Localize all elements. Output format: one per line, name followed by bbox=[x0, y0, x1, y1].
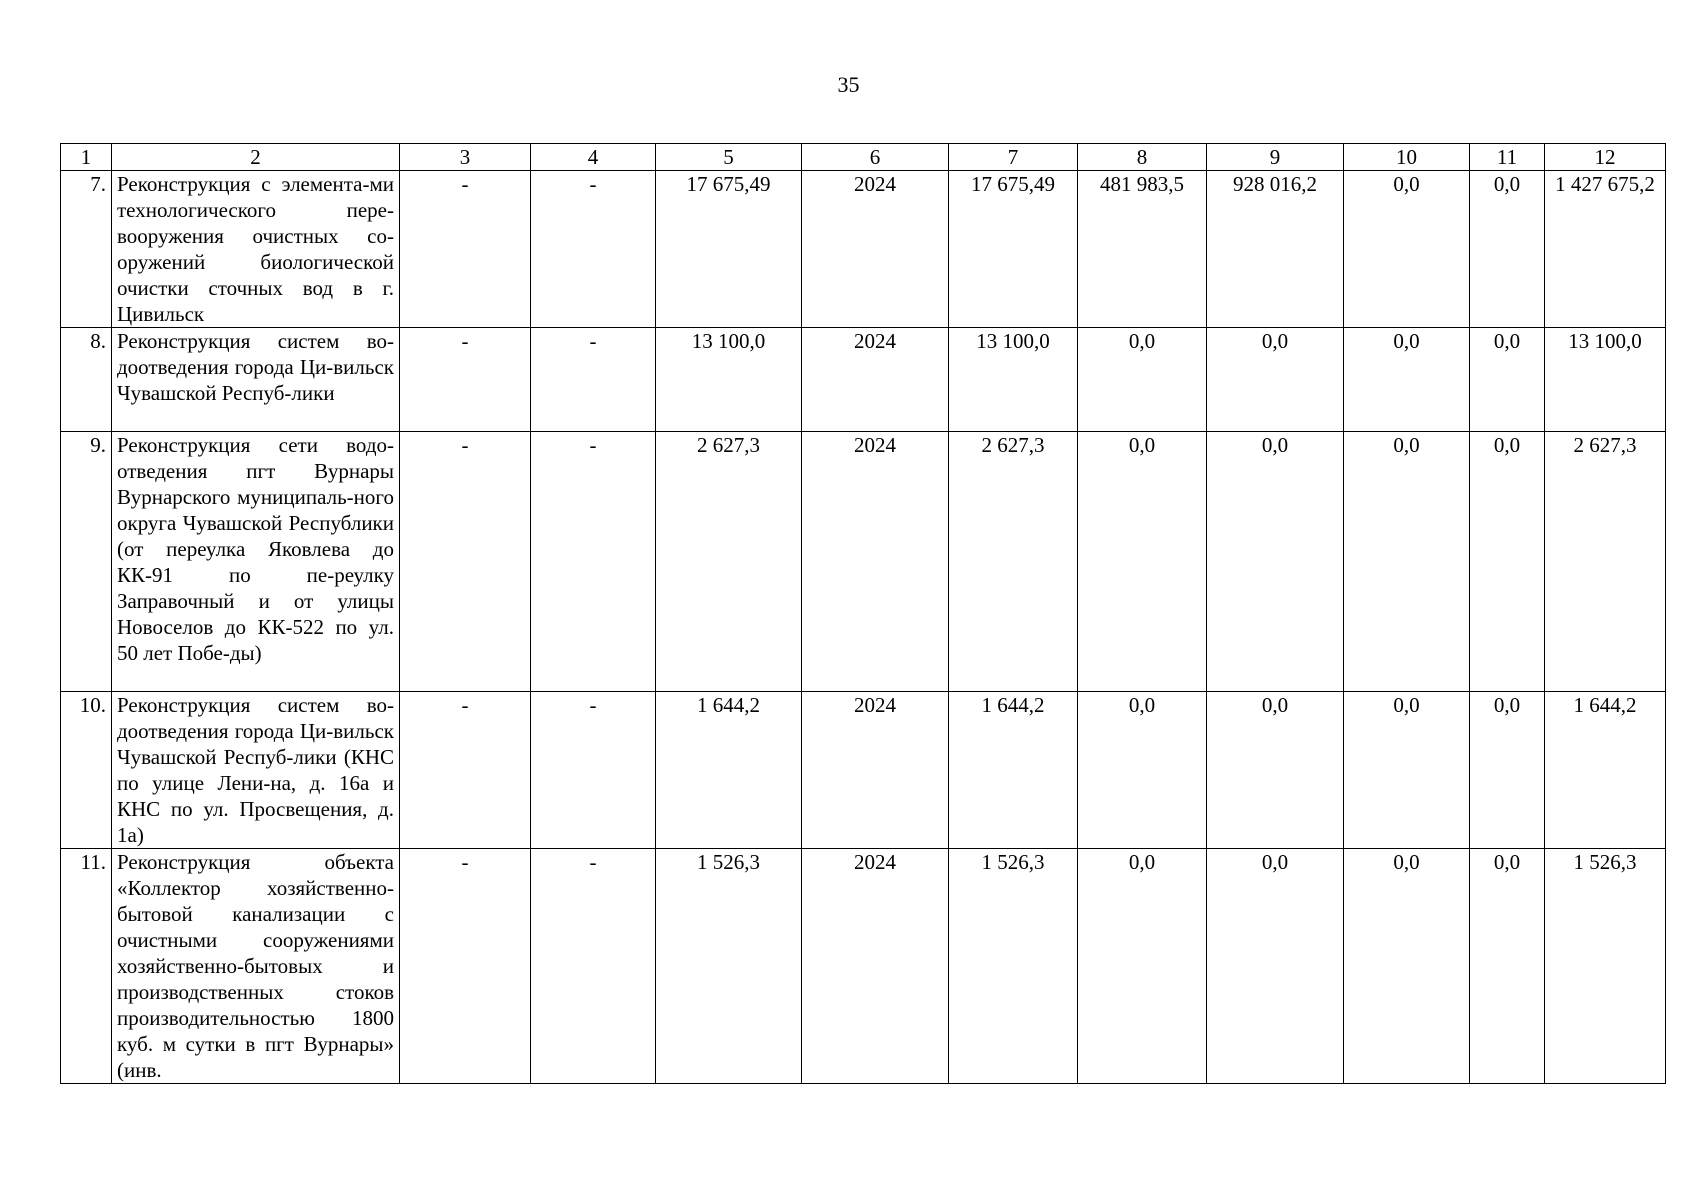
cell-col8: 0,0 bbox=[1078, 432, 1207, 692]
cell-col11: 0,0 bbox=[1470, 171, 1545, 328]
cell-col9: 0,0 bbox=[1207, 692, 1344, 849]
column-header: 4 bbox=[531, 144, 656, 171]
header-row bbox=[61, 144, 1666, 171]
cell-col3: - bbox=[400, 171, 531, 328]
column-header: 12 bbox=[1545, 144, 1666, 171]
row-number: 10. bbox=[61, 692, 112, 849]
cell-col3: - bbox=[400, 692, 531, 849]
column-header: 8 bbox=[1078, 144, 1207, 171]
cell-col6: 2024 bbox=[802, 692, 949, 849]
data-table bbox=[60, 143, 1666, 1084]
row-name: Реконструкция объекта «Коллектор хозяйственно-бытовой канализации с очистными сооружениями хозяйственно-бытовых и производственных стоков производительностью 1800 куб. м сутки в пгт Вурнары» (инв. bbox=[112, 849, 400, 1084]
cell-col9: 0,0 bbox=[1207, 328, 1344, 432]
cell-col12: 1 526,3 bbox=[1545, 849, 1666, 1084]
table-row bbox=[61, 328, 1666, 432]
column-header: 9 bbox=[1207, 144, 1344, 171]
cell-col6: 2024 bbox=[802, 849, 949, 1084]
column-header: 2 bbox=[112, 144, 400, 171]
cell-col5: 2 627,3 bbox=[656, 432, 802, 692]
cell-col9: 0,0 bbox=[1207, 432, 1344, 692]
page-number: 35 bbox=[837, 72, 860, 97]
cell-col11: 0,0 bbox=[1470, 432, 1545, 692]
cell-col4: - bbox=[531, 432, 656, 692]
cell-col8: 481 983,5 bbox=[1078, 171, 1207, 328]
cell-col12: 1 427 675,2 bbox=[1545, 171, 1666, 328]
row-name: Реконструкция систем во-доотведения города Ци-вильск Чувашской Респуб-лики bbox=[112, 328, 400, 432]
row-number: 11. bbox=[61, 849, 112, 1084]
cell-col10: 0,0 bbox=[1344, 328, 1470, 432]
cell-col7: 1 644,2 bbox=[949, 692, 1078, 849]
column-header: 6 bbox=[802, 144, 949, 171]
cell-col4: - bbox=[531, 692, 656, 849]
column-header: 3 bbox=[400, 144, 531, 171]
cell-col7: 1 526,3 bbox=[949, 849, 1078, 1084]
cell-col11: 0,0 bbox=[1470, 692, 1545, 849]
cell-col5: 1 526,3 bbox=[656, 849, 802, 1084]
cell-col9: 0,0 bbox=[1207, 849, 1344, 1084]
cell-col4: - bbox=[531, 849, 656, 1084]
cell-col4: - bbox=[531, 171, 656, 328]
table-row bbox=[61, 692, 1666, 849]
cell-col10: 0,0 bbox=[1344, 432, 1470, 692]
cell-col8: 0,0 bbox=[1078, 328, 1207, 432]
column-header: 1 bbox=[61, 144, 112, 171]
cell-col10: 0,0 bbox=[1344, 171, 1470, 328]
cell-col7: 2 627,3 bbox=[949, 432, 1078, 692]
cell-col7: 13 100,0 bbox=[949, 328, 1078, 432]
cell-col3: - bbox=[400, 432, 531, 692]
cell-col6: 2024 bbox=[802, 171, 949, 328]
cell-col8: 0,0 bbox=[1078, 692, 1207, 849]
cell-col5: 17 675,49 bbox=[656, 171, 802, 328]
cell-col10: 0,0 bbox=[1344, 849, 1470, 1084]
cell-col12: 13 100,0 bbox=[1545, 328, 1666, 432]
cell-col3: - bbox=[400, 849, 531, 1084]
column-header: 7 bbox=[949, 144, 1078, 171]
cell-col5: 1 644,2 bbox=[656, 692, 802, 849]
row-name: Реконструкция с элемента-ми технологического пере-вооружения очистных со-оружений биологической очистки сточных вод в г. Цивильск bbox=[112, 171, 400, 328]
cell-col6: 2024 bbox=[802, 432, 949, 692]
row-number: 7. bbox=[61, 171, 112, 328]
cell-col10: 0,0 bbox=[1344, 692, 1470, 849]
cell-col8: 0,0 bbox=[1078, 849, 1207, 1084]
cell-col12: 1 644,2 bbox=[1545, 692, 1666, 849]
column-header: 5 bbox=[656, 144, 802, 171]
cell-col4: - bbox=[531, 328, 656, 432]
column-header: 11 bbox=[1470, 144, 1545, 171]
column-header: 10 bbox=[1344, 144, 1470, 171]
cell-col11: 0,0 bbox=[1470, 849, 1545, 1084]
cell-col6: 2024 bbox=[802, 328, 949, 432]
cell-col11: 0,0 bbox=[1470, 328, 1545, 432]
cell-col12: 2 627,3 bbox=[1545, 432, 1666, 692]
cell-col9: 928 016,2 bbox=[1207, 171, 1344, 328]
row-number: 8. bbox=[61, 328, 112, 432]
table-row bbox=[61, 849, 1666, 1084]
cell-col7: 17 675,49 bbox=[949, 171, 1078, 328]
cell-col5: 13 100,0 bbox=[656, 328, 802, 432]
table-row bbox=[61, 432, 1666, 692]
row-number: 9. bbox=[61, 432, 112, 692]
row-name: Реконструкция сети водо-отведения пгт Вурнары Вурнарского муниципаль-ного округа Чувашской Республики (от переулка Яковлева до КК-91 по пе-реулку Заправочный и от улицы Новоселов до КК-522 по ул. 50 лет Побе-ды) bbox=[112, 432, 400, 692]
cell-col3: - bbox=[400, 328, 531, 432]
row-name: Реконструкция систем во-доотведения города Ци-вильск Чувашской Респуб-лики (КНС по улице Лени-на, д. 16а и КНС по ул. Просвещения, д. 1а) bbox=[112, 692, 400, 849]
table-row bbox=[61, 171, 1666, 328]
